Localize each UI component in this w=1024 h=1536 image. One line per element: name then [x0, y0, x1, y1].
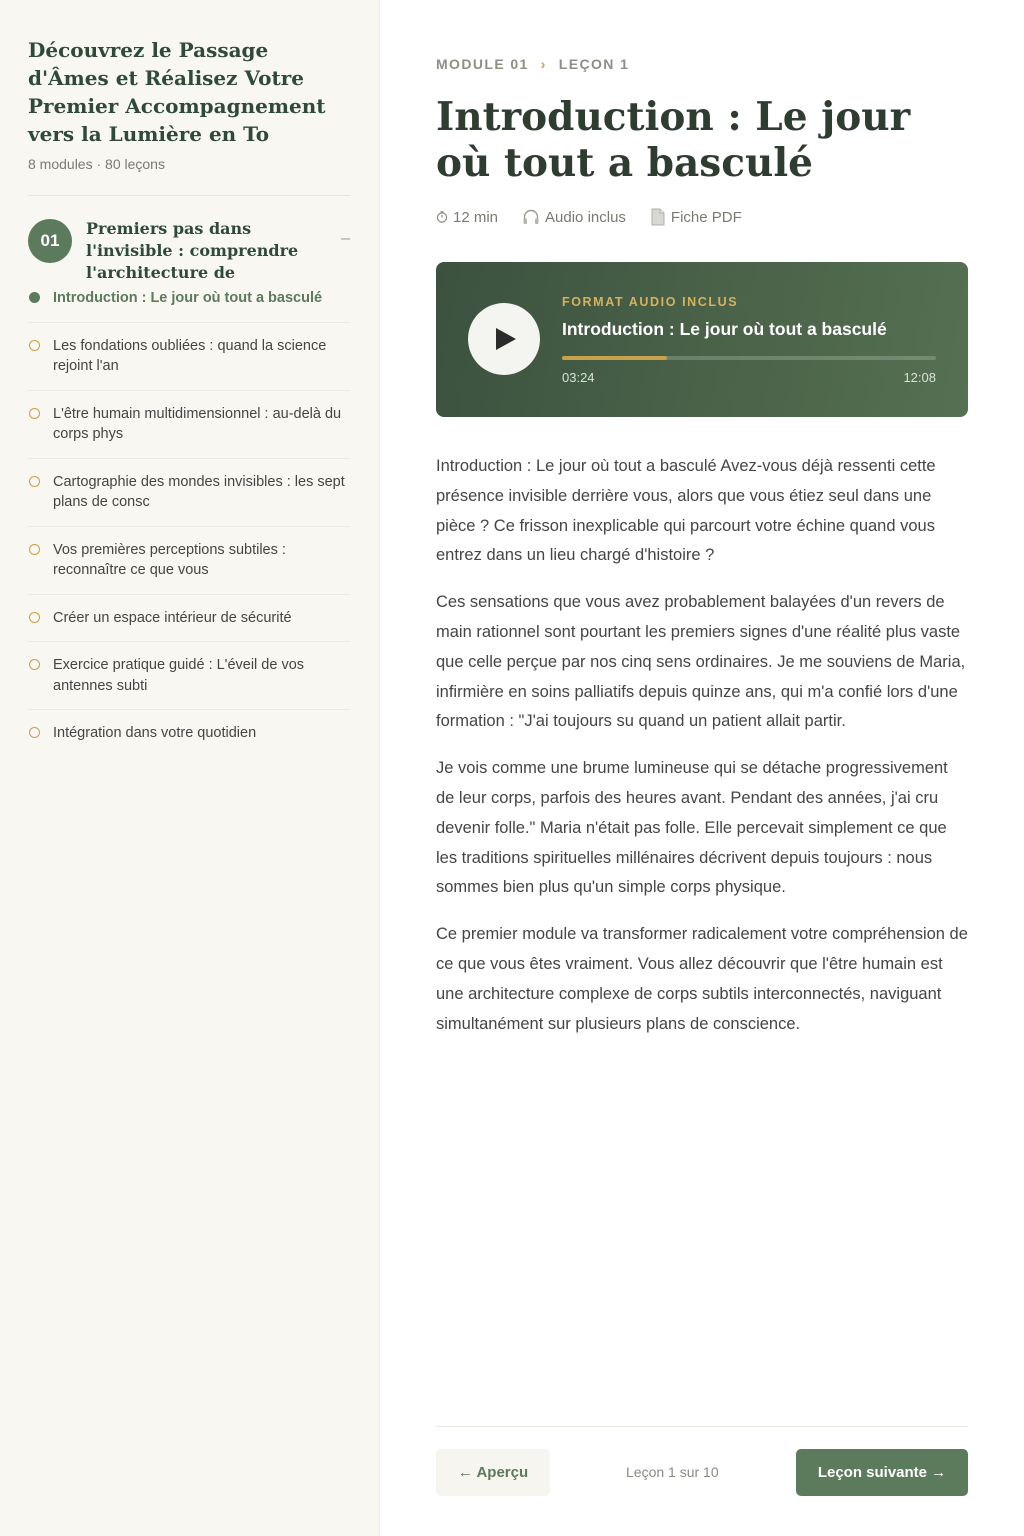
lesson-item[interactable] [28, 391, 350, 459]
breadcrumb-lesson: LEÇON 1 [558, 56, 630, 72]
audio-progress-bar[interactable] [562, 356, 936, 360]
audio-tag-text: Audio inclus [545, 208, 626, 226]
lesson-item[interactable] [28, 642, 350, 710]
lesson-item-label: Cartographie des mondes invisibles : les sept plans de consc [53, 473, 345, 510]
lesson-dot-icon [29, 476, 40, 487]
lesson-paragraph: Ces sensations que vous avez probablement balayées d'un revers de main rationnel sont pourtant les premiers signes d'une réalité plus vaste que celle perçue par nos cinq sens ordinaires. Je me souviens de Maria, infirmière en soins palliatifs depuis quinze ans, qui m'a confié lors d'une formation : "J'ai toujours su quand un patient allait partir. [436, 593, 966, 731]
lesson-main [436, 0, 968, 1536]
lesson-item-label: Introduction : Le jour où tout a basculé [53, 290, 323, 306]
course-title: Découvrez le Passage d'Âmes et Réalisez Votre Premier Accompagnement vers la Lumière en To [28, 38, 326, 146]
preview-button[interactable]: ← Aperçu [436, 1449, 550, 1496]
lesson-meta [436, 208, 766, 226]
lesson-item[interactable] [28, 527, 350, 595]
pdf-tag-text: Fiche PDF [670, 208, 742, 226]
footer-divider [436, 1426, 968, 1427]
lesson-item-label: Les fondations oubliées : quand la science rejoint l'an [53, 337, 327, 374]
lesson-title: Introduction : Le jour où tout a basculé [436, 94, 911, 186]
audio-meta [522, 209, 626, 226]
lesson-dot-icon [29, 659, 40, 670]
pdf-meta[interactable] [650, 208, 742, 226]
lesson-item-label: Créer un espace intérieur de sécurité [53, 609, 292, 626]
lesson-dot-icon [29, 340, 40, 351]
audio-format-label: FORMAT AUDIO INCLUS [562, 295, 739, 309]
duration-text: 12 min [453, 208, 499, 226]
lesson-item-label: L'être humain multidimensionnel : au-delà du corps phys [53, 405, 342, 442]
lesson-item[interactable] [28, 595, 350, 643]
sidebar-divider [28, 195, 350, 196]
module-header[interactable] [28, 217, 350, 282]
lesson-counter: Leçon 1 sur 10 [626, 1464, 719, 1480]
document-icon [650, 208, 666, 226]
lesson-dot-icon [29, 408, 40, 419]
lesson-paragraph: Introduction : Le jour où tout a basculé Avez-vous déjà ressenti cette présence invisible derrière vous, alors que vous étiez seul dans une pièce ? Ce frisson inexplicable qui parcourt votre échine quand vous entrez dans un lieu chargé d'histoire ? [436, 457, 936, 565]
lesson-dot-icon [29, 727, 40, 738]
collapse-icon[interactable]: – [341, 230, 350, 247]
audio-progress-fill [562, 356, 667, 360]
headphones-icon [522, 209, 540, 225]
lesson-list [28, 275, 350, 757]
play-icon [495, 327, 517, 351]
lesson-content [436, 452, 968, 1056]
audio-total-time: 12:08 [903, 370, 936, 385]
lesson-item-label: Intégration dans votre quotidien [53, 725, 257, 741]
lesson-item[interactable] [28, 710, 350, 757]
lesson-dot-icon [29, 612, 40, 623]
course-sidebar [0, 0, 380, 1536]
course-meta: 8 modules · 80 leçons [28, 156, 165, 172]
lesson-paragraph: Ce premier module va transformer radicalement votre compréhension de ce que vous êtes vraiment. Vous allez découvrir que l'être humain est une architecture complexe de corps subtils interconnectés, naviguant simultanément sur plusieurs plans de conscience. [436, 925, 968, 1033]
lesson-item[interactable] [28, 459, 350, 527]
lesson-item-label: Exercice pratique guidé : L'éveil de vos antennes subti [53, 657, 305, 694]
play-button[interactable] [468, 303, 540, 375]
lesson-active-dot-icon [29, 292, 40, 303]
audio-player [436, 262, 968, 417]
lesson-item[interactable] [28, 323, 350, 391]
audio-current-time: 03:24 [562, 370, 595, 385]
breadcrumb-separator-icon: › [540, 56, 547, 72]
lesson-item-label: Vos premières perceptions subtiles : reconnaître ce que vous [53, 541, 286, 578]
lesson-dot-icon [29, 544, 40, 555]
module-number-badge: 01 [28, 219, 72, 263]
lesson-item[interactable] [28, 275, 350, 323]
audio-track-title: Introduction : Le jour où tout a basculé [562, 319, 887, 339]
next-lesson-button[interactable]: Leçon suivante → [796, 1449, 968, 1496]
duration-meta [436, 209, 498, 226]
timer-icon [436, 211, 448, 223]
lesson-paragraph: Je vois comme une brume lumineuse qui se détache progressivement de leur corps, parfois des heures avant. Pendant des années, j'ai cru devenir folle." Maria n'était pas folle. Elle percevait simplement ce que les traditions spirituelles millénaires décrivent depuis toujours : nous sommes bien plus qu'un simple corps physique. [436, 759, 948, 897]
breadcrumb [436, 56, 629, 72]
breadcrumb-module[interactable]: MODULE 01 [436, 56, 529, 72]
module-title: Premiers pas dans l'invisible : comprendre l'architecture de [86, 219, 299, 282]
